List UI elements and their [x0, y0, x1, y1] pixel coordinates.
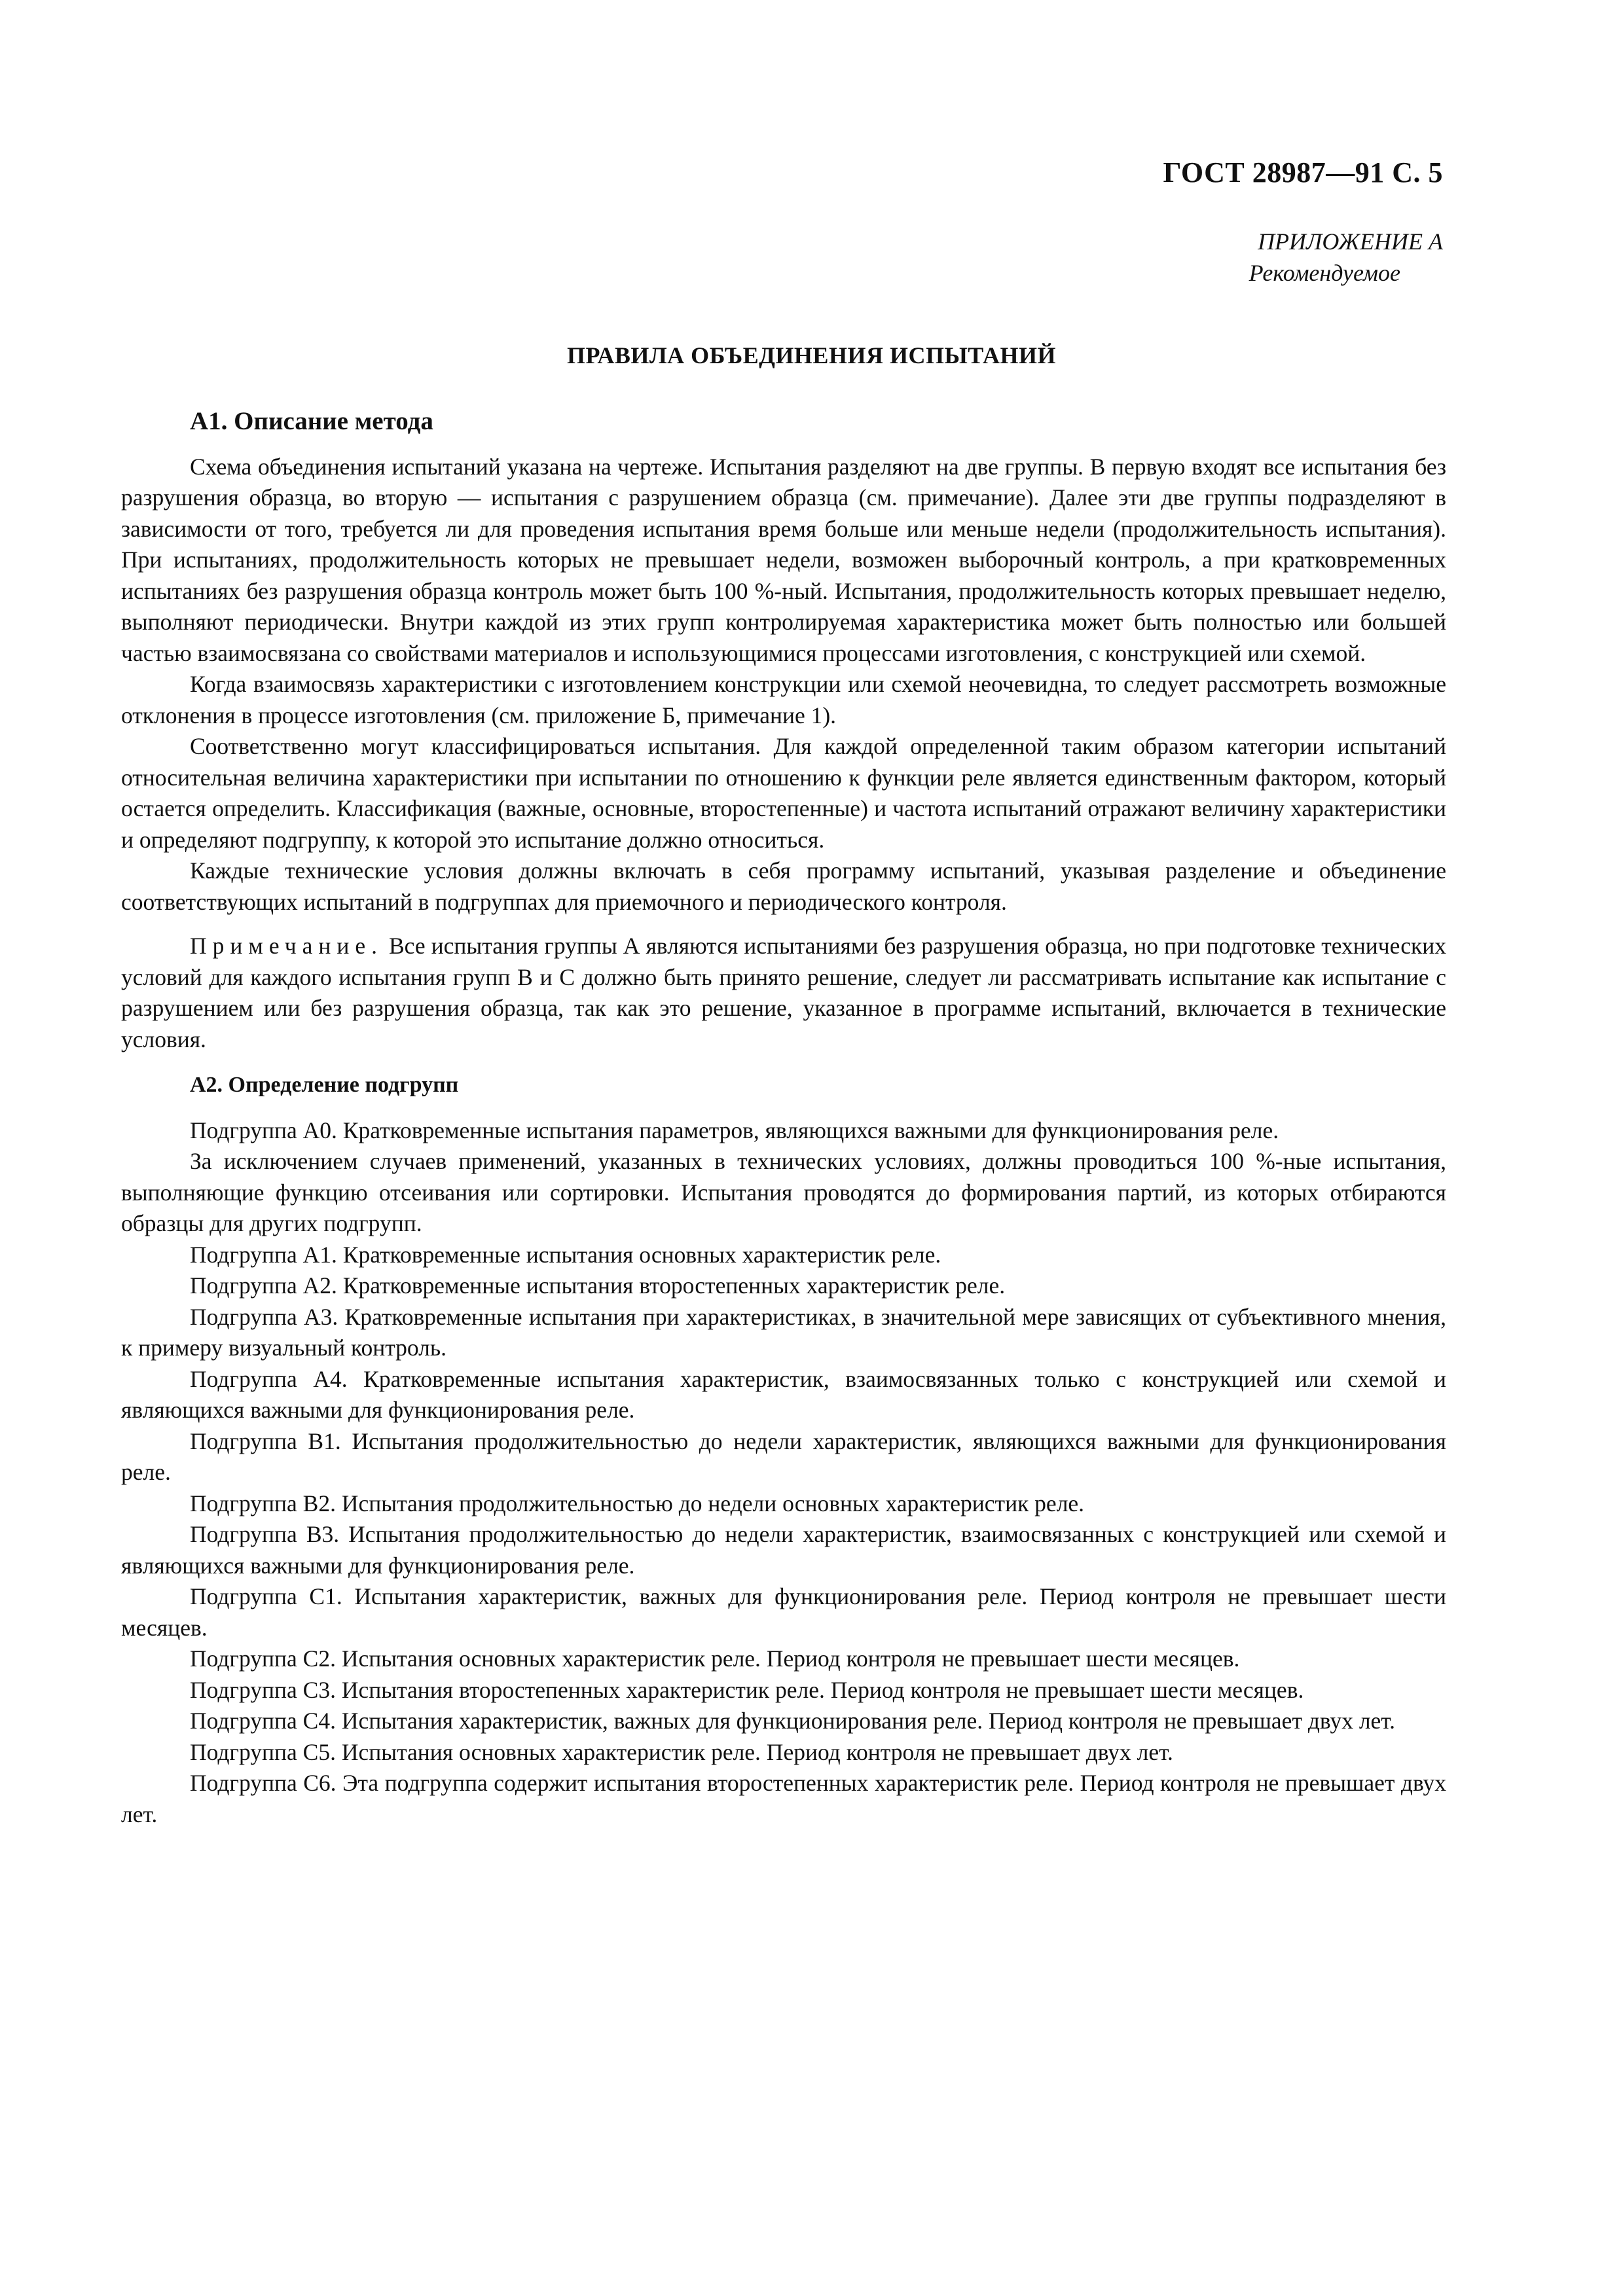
- subgroup-item: Подгруппа С5. Испытания основных характеристик реле. Период контроля не превышает двух лет.: [190, 1738, 1173, 1765]
- appendix-label: ПРИЛОЖЕНИЕ А: [1258, 228, 1443, 255]
- subgroup-item: Подгруппа С3. Испытания второстепенных характеристик реле. Период контроля не превышает шести месяцев.: [190, 1676, 1304, 1703]
- subgroup-item: Подгруппа С2. Испытания основных характеристик реле. Период контроля не превышает шести месяцев.: [190, 1645, 1240, 1672]
- appendix-block: [1249, 226, 1443, 289]
- note-label: Примечание.: [190, 933, 383, 959]
- subgroup-item: Подгруппа В2. Испытания продолжительностью до недели основных характеристик реле.: [190, 1490, 1085, 1516]
- subgroup-item: Подгруппа А3. Кратковременные испытания при характеристиках, в значительной мере зависящих от субъективного мнения, к примеру визуальный контроль.: [121, 1303, 1446, 1361]
- subgroup-item: Подгруппа С6. Эта подгруппа содержит испытания второстепенных характеристик реле. Период контроля не превышает двух лет.: [121, 1770, 1446, 1827]
- subgroup-item: Подгруппа А4. Кратковременные испытания характеристик, взаимосвязанных только с конструкцией или схемой и являющихся важными для функционирования реле.: [121, 1365, 1446, 1423]
- subgroup-item: Подгруппа С1. Испытания характеристик, важных для функционирования реле. Период контроля не превышает шести месяцев.: [121, 1583, 1446, 1641]
- subgroup-item: Подгруппа С4. Испытания характеристик, важных для функционирования реле. Период контроля не превышает двух лет.: [190, 1708, 1396, 1734]
- paragraph: Схема объединения испытаний указана на чертеже. Испытания разделяют на две группы. В первую входят все испытания без разрушения образца, во вторую — испытания с разрушением образца (см. примечание). Далее эти две группы подразделяют в зависимости от того, требуется ли для проведения испытания время больше или меньше недели (продолжительность испытания). При испытаниях, продолжительность которых не превышает недели, возможен выборочный контроль, а при кратковременных испытаниях без разрушения образца контроль может быть 100 %-ный. Испытания, продолжительность которых превышает неделю, выполняют периодически. Внутри каждой из этих групп контролируемая характеристика может быть полностью или большей частью взаимосвязана со свойствами материалов и использующимися процессами изготовления, с конструкцией или схемой.: [121, 453, 1446, 666]
- note-paragraph: [121, 931, 1446, 1055]
- subgroup-item: Подгруппа В3. Испытания продолжительностью до недели характеристик, взаимосвязанных с конструкцией или схемой и являющихся важными для функционирования реле.: [121, 1521, 1446, 1579]
- subgroup-item: Подгруппа В1. Испытания продолжительностью до недели характеристик, являющихся важными для функционирования реле.: [121, 1427, 1446, 1485]
- section-a2-heading: А2. Определение подгрупп: [190, 1073, 459, 1097]
- note-text: Все испытания группы А являются испытаниями без разрушения образца, но при подготовке технических условий для каждого испытания групп В и С должно быть принято решение, следует ли рассматривать испытание как испытание с разрушением или без разрушения образца, так как это решение, указанное в программе испытаний, включается в технические условия.: [121, 933, 1446, 1052]
- paragraph: За исключением случаев применений, указанных в технических условиях, должны проводиться 100 %-ные испытания, выполняющие функцию отсеивания или сортировки. Испытания проводятся до формирования партий, из которых отбираются образцы для других подгрупп.: [121, 1148, 1446, 1236]
- document-body: [121, 406, 1446, 1830]
- appendix-status: Рекомендуемое: [1249, 260, 1400, 286]
- paragraph: Когда взаимосвязь характеристики с изготовлением конструкции или схемой неочевидна, то следует рассмотреть возможные отклонения в процессе изготовления (см. приложение Б, примечание 1).: [121, 671, 1446, 728]
- subgroup-item: Подгруппа А2. Кратковременные испытания второстепенных характеристик реле.: [190, 1272, 1006, 1299]
- section-a1-heading: А1. Описание метода: [190, 407, 433, 435]
- page-title: ПРАВИЛА ОБЪЕДИНЕНИЯ ИСПЫТАНИЙ: [566, 342, 1057, 368]
- subgroup-item: Подгруппа А1. Кратковременные испытания основных характеристик реле.: [190, 1241, 941, 1268]
- paragraph: Каждые технические условия должны включать в себя программу испытаний, указывая разделение и объединение соответствующих испытаний в подгруппах для приемочного и периодического контроля.: [121, 857, 1446, 915]
- paragraph: Соответственно могут классифицироваться испытания. Для каждой определенной таким образом категории испытаний относительная величина характеристики при испытании по отношению к функции реле является единственным фактором, который остается определить. Классификация (важные, основные, второстепенные) и частота испытаний отражают величину характеристики и определяют подгруппу, к которой это испытание должно относиться.: [121, 733, 1446, 853]
- paragraph: Подгруппа А0. Кратковременные испытания параметров, являющихся важными для функционирования реле.: [190, 1117, 1279, 1143]
- document-number: ГОСТ 28987—91 С. 5: [1163, 156, 1443, 188]
